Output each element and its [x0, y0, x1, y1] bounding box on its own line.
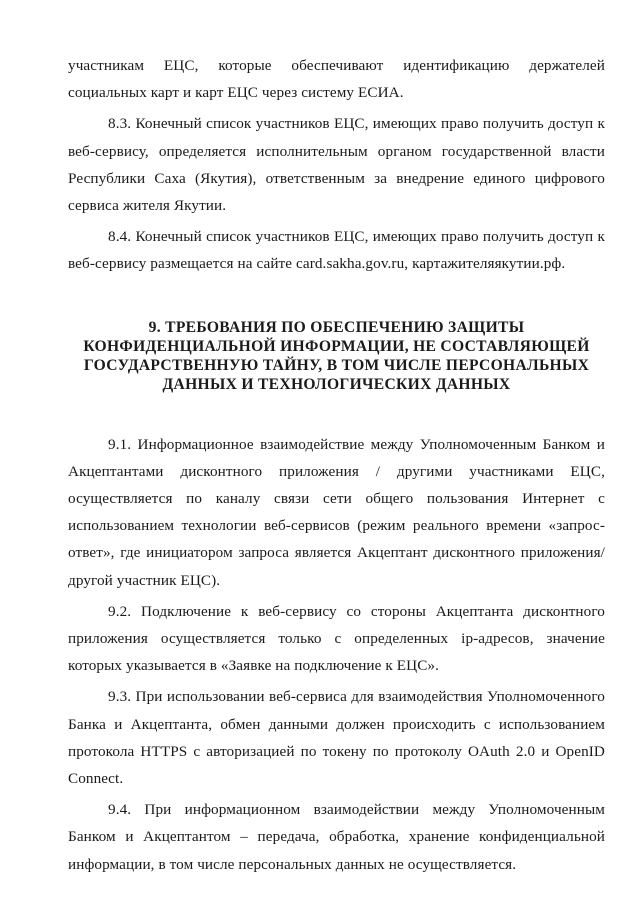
paragraph-9-1: 9.1. Информационное взаимодействие между Уполномоченным Банком и Акцептантами дисконтного приложения / другими участниками ЕЦС, осуществляется по каналу связи сети общего пользования Интернет с использованием технологии веб-сервисов (режим реального времени «запрос-ответ», где инициатором запроса является Акцептант дисконтного приложения/ другой участник ЕЦС).	[68, 435, 605, 589]
paragraph-9-4: 9.4. При информационном взаимодействии между Уполномоченным Банком и Акцептантом – передача, обработка, хранение конфиденциальной информации, в том числе персональных данных не осуществляется.	[68, 801, 605, 873]
section-heading-9: 9. ТРЕБОВАНИЯ ПО ОБЕСПЕЧЕНИЮ ЗАЩИТЫ КОНФИДЕНЦИАЛЬНОЙ ИНФОРМАЦИИ, НЕ СОСТАВЛЯЮЩЕЙ ГОСУДАРСТВЕННУЮ ТАЙНУ, В ТОМ ЧИСЛЕ ПЕРСОНАЛЬНЫХ ДАННЫХ И ТЕХНОЛОГИЧЕСКИХ ДАННЫХ	[83, 318, 590, 393]
paragraph-8-4: 8.4. Конечный список участников ЕЦС, имеющих право получить доступ к веб-сервису размещается на сайте card.sakha.gov.ru, картажителяякутии.рф.	[68, 228, 605, 273]
paragraph-9-3: 9.3. При использовании веб-сервиса для взаимодействия Уполномоченного Банка и Акцептанта, обмен данными должен происходить с использованием протокола HTTPS с авторизацией по токену по протоколу OAuth 2.0 и OpenID Connect.	[68, 688, 605, 788]
paragraph-8-2-continuation: участникам ЕЦС, которые обеспечивают идентификацию держателей социальных карт и карт ЕЦС через систему ЕСИА.	[68, 57, 605, 102]
paragraph-9-2: 9.2. Подключение к веб-сервису со стороны Акцептанта дисконтного приложения осуществляется только с определенных ip-адресов, значение которых указывается в «Заявке на подключение к ЕЦС».	[68, 602, 605, 675]
paragraph-8-3: 8.3. Конечный список участников ЕЦС, имеющих право получить доступ к веб-сервису, определяется исполнительным органом государственной власти Республики Саха (Якутия), ответственным за внедрение единого цифрового сервиса жителя Якутии.	[68, 115, 605, 215]
